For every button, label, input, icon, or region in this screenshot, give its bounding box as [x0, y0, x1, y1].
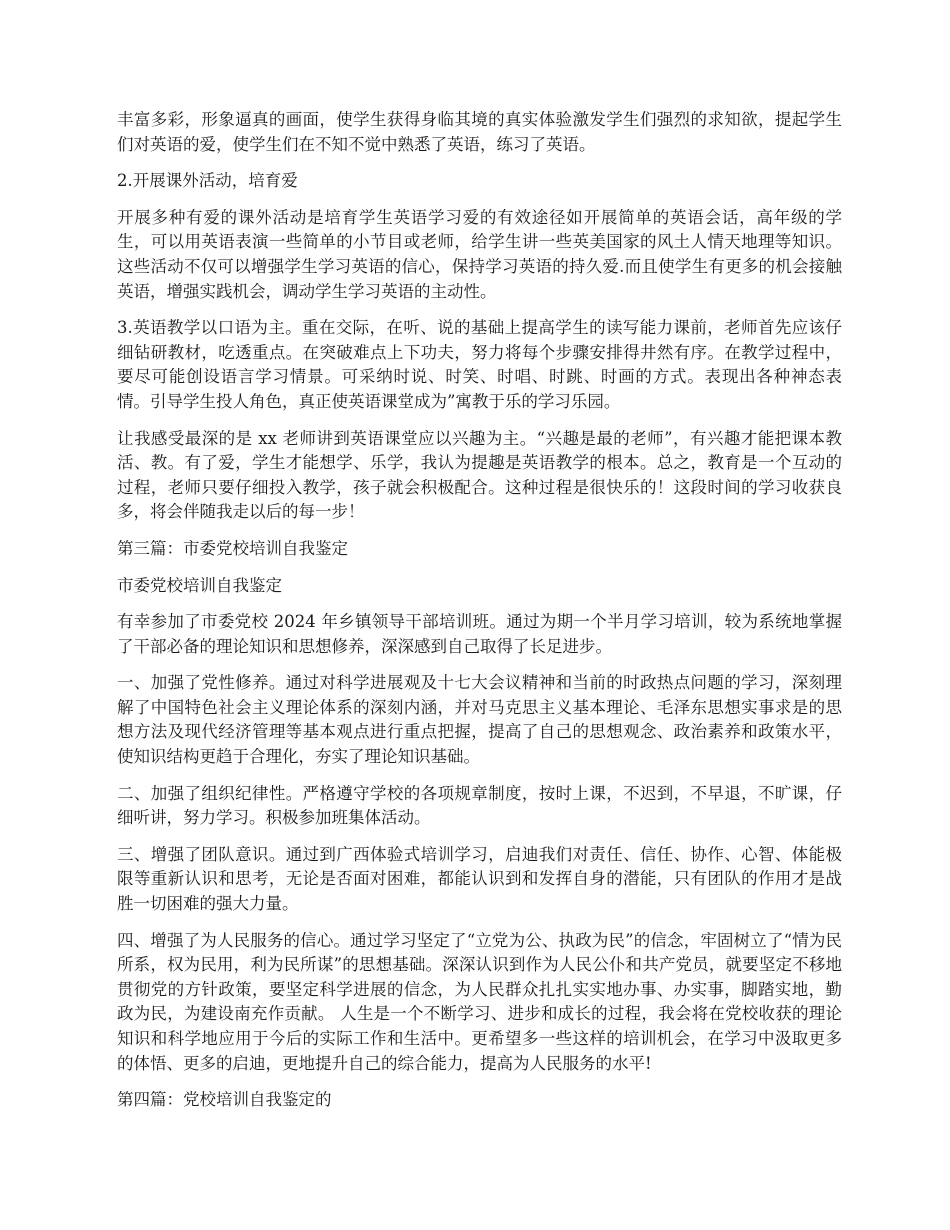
paragraph-training-intro: 有幸参加了市委党校 2024 年乡镇领导干部培训班。通过为期一个半月学习培训，较为系统地掌握了干部必备的理论知识和思想修养，深深感到自己取得了长足进步。	[117, 612, 842, 656]
paragraph-oral-english: 3.英语教学以口语为主。重在交际，在听、说的基础上提高学生的读写能力课前，老师首先应该仔细钻研教材，吃透重点。在突破难点上下功夫，努力将每个步骤安排得井然有序。在教学过程中，要尽可能创设语言学习情景。可采纳时说、时笑、时唱、时跳、时画的方式。表现出各种神态表情。引导学生投人角色，真正使英语课堂成为”寓教于乐的学习乐园。	[117, 318, 842, 411]
paragraph-intro-continuation: 丰富多彩，形象逼真的画面，使学生获得身临其境的真实体验激发学生们强烈的求知欲，提起学生们对英语的爱，使学生们在不知不觉中熟悉了英语，练习了英语。	[117, 110, 842, 154]
chapter-heading-fourth: 第四篇：党校培训自我鉴定的	[117, 1090, 332, 1110]
paragraph-point-three: 三、增强了团队意识。通过到广西体验式培训学习，启迪我们对责任、信任、协作、心智、体能极限等重新认识和思考，无论是否面对困难，都能认识到和发挥自身的潜能，只有团队的作用才是战胜一切困难的强大力量。	[117, 844, 842, 914]
paragraph-interest: 让我感受最深的是 xx 老师讲到英语课堂应以兴趣为主。“兴趣是最的老师”，有兴趣才能把课本教活、教。有了爱，学生才能想学、乐学，我认为提趣是英语教学的根本。总之，教育是一个互动的过程，老师只要仔细投入教学，孩子就会积极配合。这种过程是很快乐的！这段时间的学习收获良多，将会伴随我走以后的每一步！	[117, 428, 842, 522]
section-heading-extracurricular: 2.开展课外活动，培育爱	[117, 171, 298, 191]
paragraph-point-two: 二、加强了组织纪律性。严格遵守学校的各项规章制度，按时上课，不迟到，不早退，不旷课，仔细听讲，努力学习。积极参加班集体活动。	[117, 783, 842, 828]
chapter-heading-third: 第三篇：市委党校培训自我鉴定	[117, 538, 348, 558]
document-page	[117, 108, 842, 1125]
paragraph-point-four: 四、增强了为人民服务的信心。通过学习坚定了“立党为公、执政为民”的信念，牢固树立了“情为民所系，权为民用，利为民所谋”的思想基础。深深认识到作为人民公仆和共产党员，就要坚定不移地贯彻党的方针政策，要坚定科学进展的信念，为人民群众扎扎实实地办事、办实事，脚踏实地，勤政为民，为建设南充作贡献。 人生是一个不断学习、进步和成长的过程，我会将在党校收获的理论知识和科学地应用于今后的实际工作和生活中。更希望多一些这样的培训机会，在学习中汲取更多的体悟、更多的启迪，更地提升自己的综合能力，提高为人民服务的水平!	[117, 930, 842, 1073]
paragraph-point-one: 一、加强了党性修养。通过对科学进展观及十七大会议精神和当前的时政热点问题的学习，深刻理解了中国特色社会主义理论体系的深刻内涵，并对马克思主义基本理论、毛泽东思想实事求是的思想方法及现代经济管理等基本观点进行重点把握，提高了自己的思想观念、政治素养和政策水平，使知识结构更趋于合理化，夯实了理论知识基础。	[117, 673, 842, 767]
document-title: 市委党校培训自我鉴定	[117, 575, 282, 595]
paragraph-extracurricular: 开展多种有爱的课外活动是培育学生英语学习爱的有效途径如开展简单的英语会话，高年级的学生，可以用英语表演一些简单的小节目或老师，给学生讲一些英美国家的风土人情天地理等知识。这些活动不仅可以增强学生学习英语的信心，保持学习英语的持久爱.而且使学生有更多的机会接触英语，增强实践机会，调动学生学习英语的主动性。	[117, 207, 842, 301]
